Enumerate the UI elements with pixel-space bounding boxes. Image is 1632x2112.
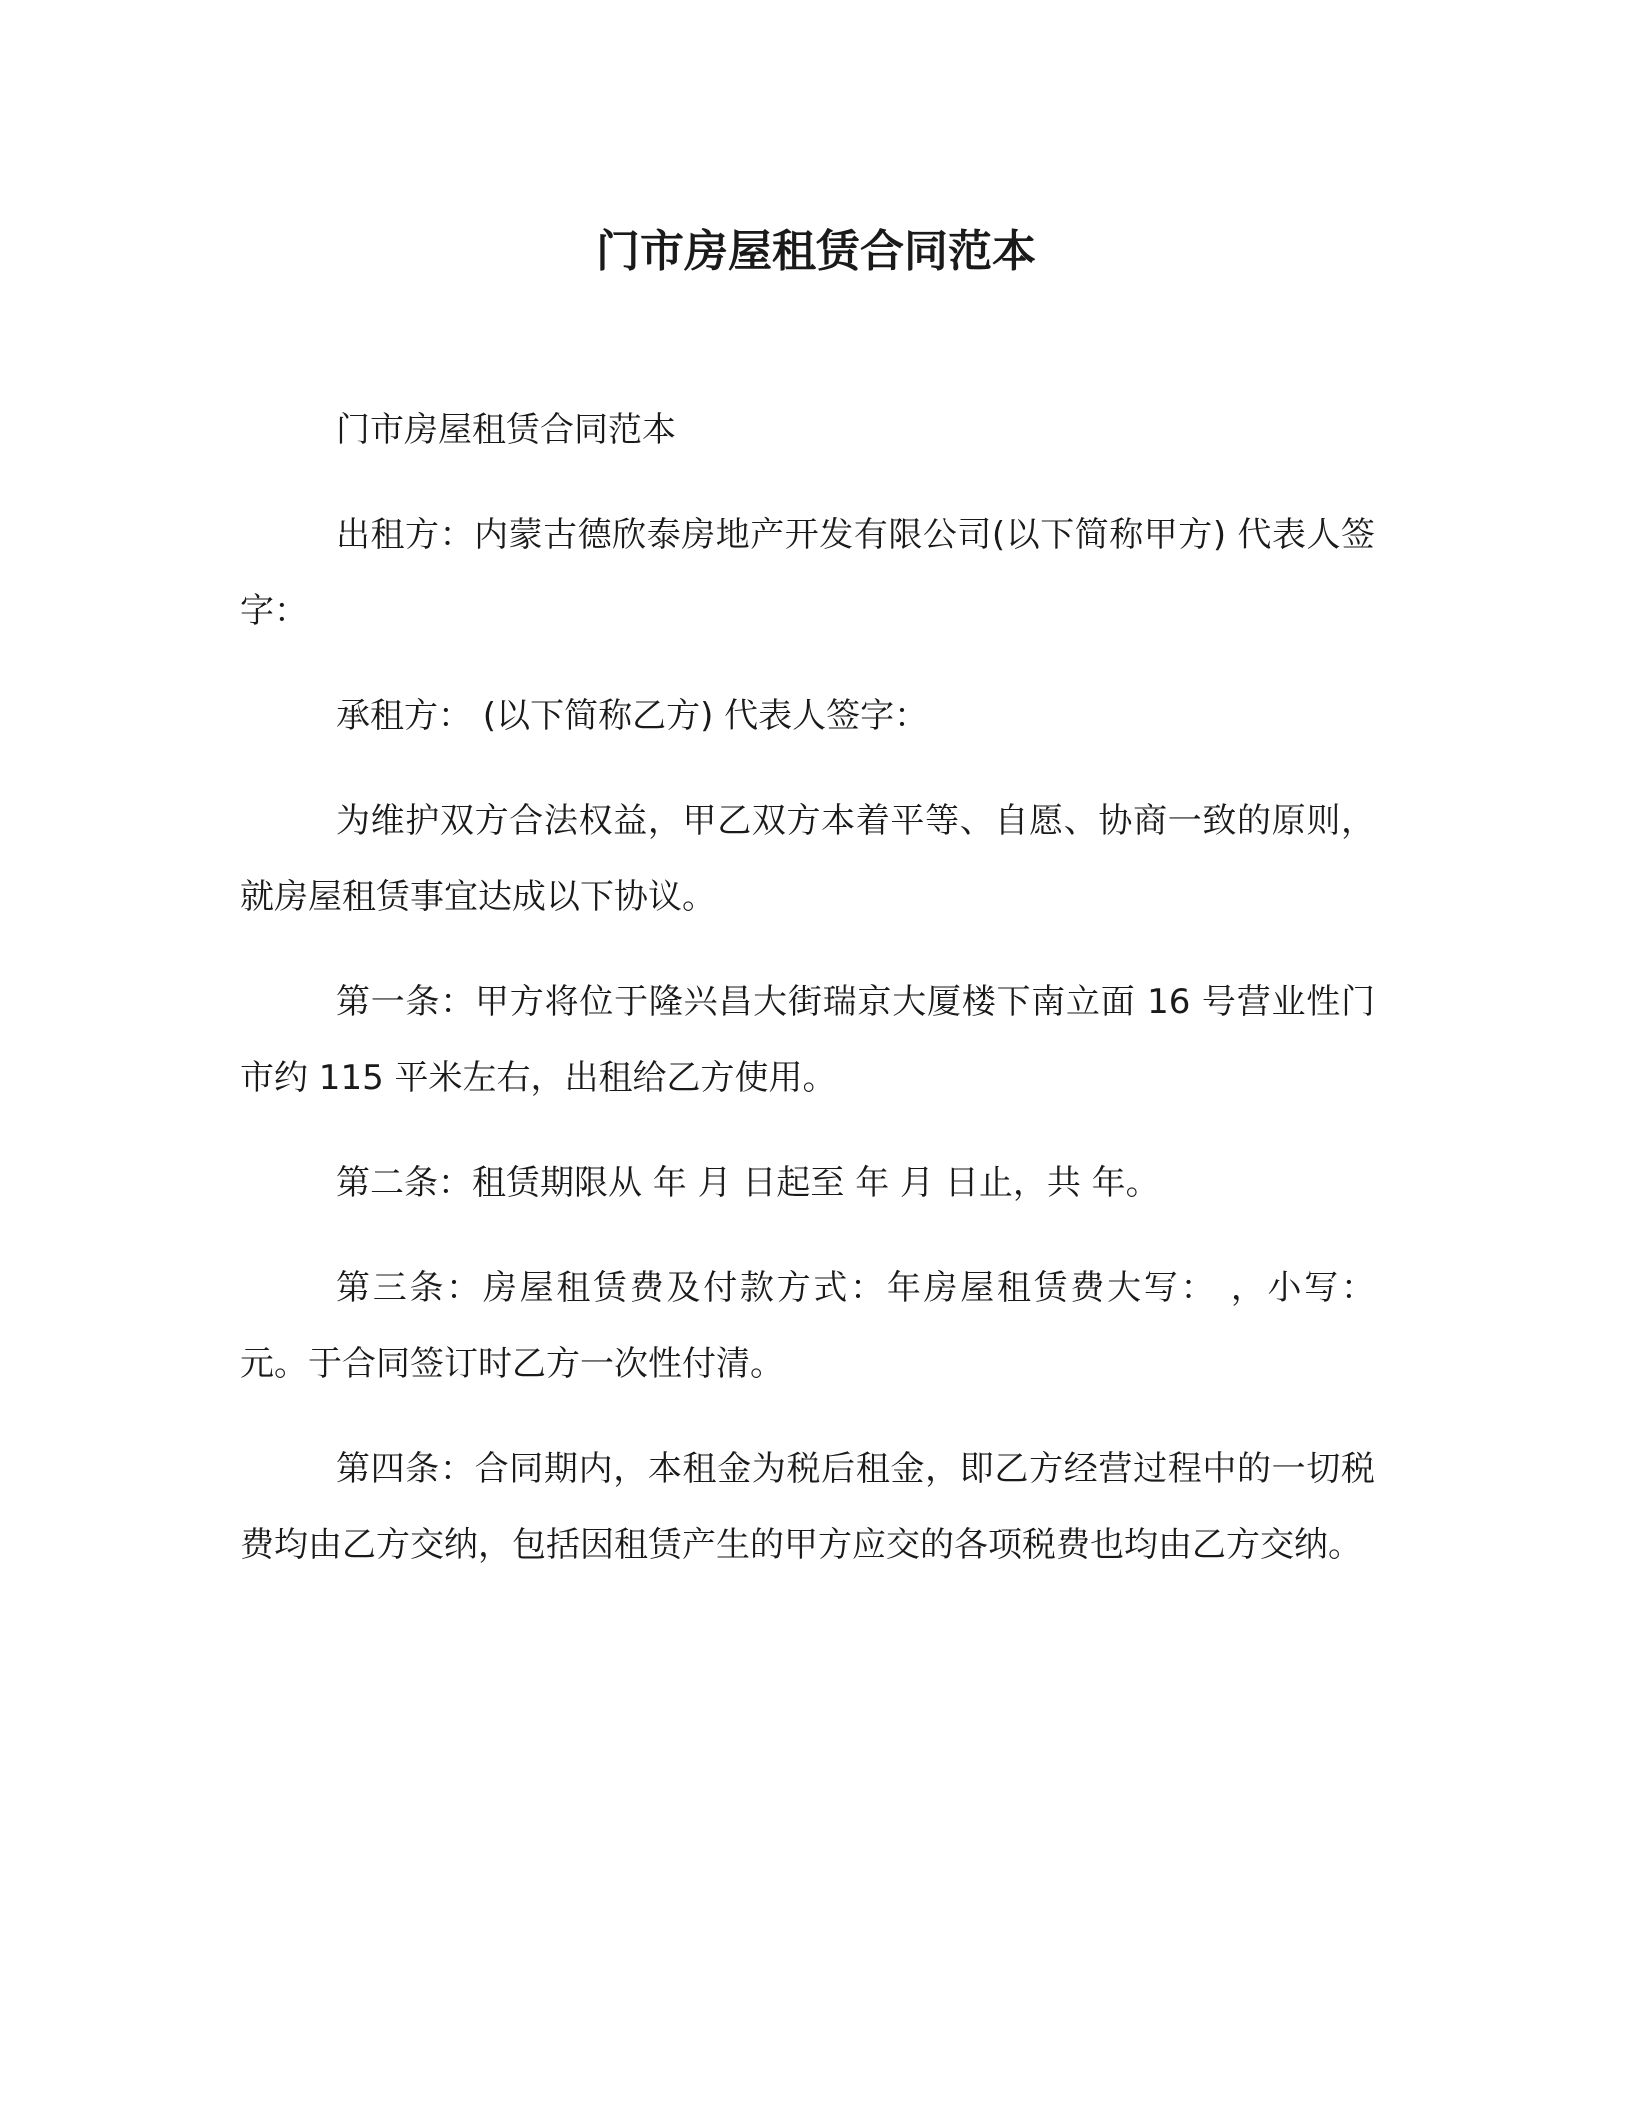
paragraph-lessee: 承租方： (以下简称乙方) 代表人签字：: [336, 696, 929, 736]
paragraph-lessor: 出租方：内蒙古德欣泰房地产开发有限公司(以下简称甲方) 代表人签字：: [240, 515, 1375, 631]
document-body: [240, 392, 1375, 1612]
paragraph-article-2: 第二条：租赁期限从 年 月 日起至 年 月 日止，共 年。: [336, 1163, 1160, 1203]
paragraph-preamble: 为维护双方合法权益，甲乙双方本着平等、自愿、协商一致的原则，就房屋租赁事宜达成以下协议。: [240, 801, 1375, 917]
paragraph-article-1: 第一条：甲方将位于隆兴昌大街瑞京大厦楼下南立面 16 号营业性门市约 115 平米左右，出租给乙方使用。: [240, 982, 1375, 1098]
paragraph-subtitle: 门市房屋租赁合同范本: [336, 410, 676, 450]
document-title: 门市房屋租赁合同范本: [596, 226, 1036, 277]
paragraph-article-3: 第三条：房屋租赁费及付款方式：年房屋租赁费大写： ，小写： 元。于合同签订时乙方一次性付清。: [240, 1268, 1375, 1384]
paragraph-article-4: 第四条：合同期内，本租金为税后租金，即乙方经营过程中的一切税费均由乙方交纳，包括因租赁产生的甲方应交的各项税费也均由乙方交纳。: [240, 1449, 1375, 1565]
